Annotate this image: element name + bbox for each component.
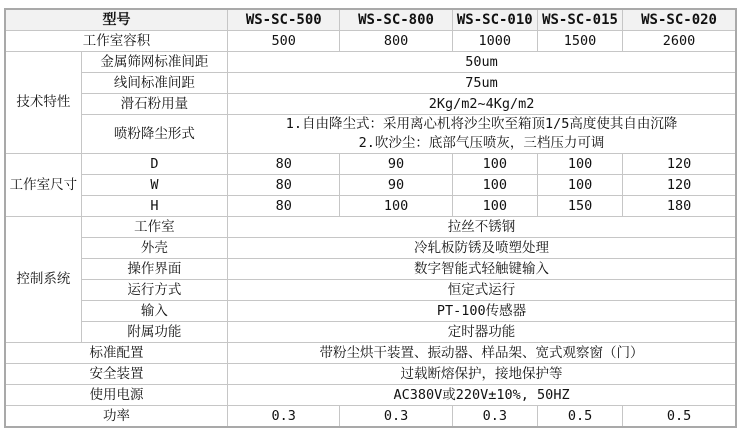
table-row-tech-1 (5, 52, 736, 73)
cell-value: 150 (537, 196, 622, 217)
cell-value: 100 (340, 196, 452, 217)
header-model-2: WS-SC-800 (340, 9, 452, 31)
row-label: 滑石粉用量 (81, 94, 227, 115)
cell-value: 90 (340, 175, 452, 196)
cell-value: 1000 (452, 31, 537, 52)
dust-mode-line-1: 1.自由降尘式：采用离心机将沙尘吹至箱顶1/5高度使其自由沉降 (285, 116, 678, 132)
row-label: D (81, 154, 227, 175)
row-label: 喷粉降尘形式 (81, 115, 227, 154)
dust-mode-line-2: 2.吹沙尘：底部气压喷灰，三档压力可调 (358, 135, 605, 151)
cell-value: 500 (228, 31, 340, 52)
table-row-tech-3 (5, 94, 736, 115)
table-row-control-1 (5, 217, 736, 238)
row-label: 标准配置 (5, 343, 228, 364)
cell-value: 0.3 (340, 406, 452, 428)
header-model-4: WS-SC-015 (537, 9, 622, 31)
table-row-power (5, 406, 736, 428)
cell-value: PT-100传感器 (228, 301, 736, 322)
cell-value: 0.5 (537, 406, 622, 428)
cell-value: 数字智能式轻触键输入 (228, 259, 736, 280)
row-label: 功率 (5, 406, 228, 428)
cell-value: 恒定式运行 (228, 280, 736, 301)
table-row-control-2 (5, 238, 736, 259)
table-row-header (5, 9, 736, 31)
table-row-control-5 (5, 301, 736, 322)
cell-value: 100 (537, 175, 622, 196)
cell-value: 80 (228, 196, 340, 217)
cell-value: 2600 (623, 31, 736, 52)
cell-value: 120 (623, 175, 736, 196)
cell-value: 180 (623, 196, 736, 217)
cell-value: 定时器功能 (228, 322, 736, 343)
cell-value: 0.5 (623, 406, 736, 428)
row-label: W (81, 175, 227, 196)
spec-table (4, 8, 737, 428)
cell-value: AC380V或220V±10%, 50HZ (228, 385, 736, 406)
table-row-tech-4 (5, 115, 736, 154)
table-row-control-3 (5, 259, 736, 280)
row-label: 使用电源 (5, 385, 228, 406)
cell-value: 2Kg/m2~4Kg/m2 (228, 94, 736, 115)
cell-value: 拉丝不锈钢 (228, 217, 736, 238)
row-label: 线间标准间距 (81, 73, 227, 94)
cell-value: 100 (537, 154, 622, 175)
table-row-volume (5, 31, 736, 52)
cell-value: 100 (452, 196, 537, 217)
row-label: 操作界面 (81, 259, 227, 280)
cell-value: 0.3 (228, 406, 340, 428)
row-label: H (81, 196, 227, 217)
table-row-std-config (5, 343, 736, 364)
cell-value: 75um (228, 73, 736, 94)
cell-value: 1500 (537, 31, 622, 52)
header-model-label: 型号 (5, 9, 228, 31)
cell-value: 100 (452, 154, 537, 175)
cell-value: 120 (623, 154, 736, 175)
row-label: 工作室 (81, 217, 227, 238)
cell-value: 90 (340, 154, 452, 175)
cell-value: 50um (228, 52, 736, 73)
row-label: 金属筛网标准间距 (81, 52, 227, 73)
row-label: 工作室容积 (5, 31, 228, 52)
table-row-power-supply (5, 385, 736, 406)
table-row-dim-d (5, 154, 736, 175)
cell-value: 0.3 (452, 406, 537, 428)
header-model-1: WS-SC-500 (228, 9, 340, 31)
row-label: 附属功能 (81, 322, 227, 343)
cell-value: 100 (452, 175, 537, 196)
cell-value: 过载断熔保护，接地保护等 (228, 364, 736, 385)
cell-value: 80 (228, 154, 340, 175)
row-label: 安全装置 (5, 364, 228, 385)
cell-value-multiline (228, 115, 736, 154)
table-row-control-4 (5, 280, 736, 301)
table-row-dim-w (5, 175, 736, 196)
group-label-tech: 技术特性 (5, 52, 81, 154)
cell-value: 带粉尘烘干装置、振动器、样品架、宽式观察窗（门） (228, 343, 736, 364)
row-label: 运行方式 (81, 280, 227, 301)
header-model-5: WS-SC-020 (623, 9, 736, 31)
header-model-3: WS-SC-010 (452, 9, 537, 31)
table-row-tech-2 (5, 73, 736, 94)
table-row-dim-h (5, 196, 736, 217)
table-row-control-6 (5, 322, 736, 343)
table-row-safety (5, 364, 736, 385)
group-label-dims: 工作室尺寸 (5, 154, 81, 217)
cell-value: 冷轧板防锈及喷塑处理 (228, 238, 736, 259)
row-label: 输入 (81, 301, 227, 322)
group-label-control: 控制系统 (5, 217, 81, 343)
cell-value: 800 (340, 31, 452, 52)
cell-value: 80 (228, 175, 340, 196)
row-label: 外壳 (81, 238, 227, 259)
